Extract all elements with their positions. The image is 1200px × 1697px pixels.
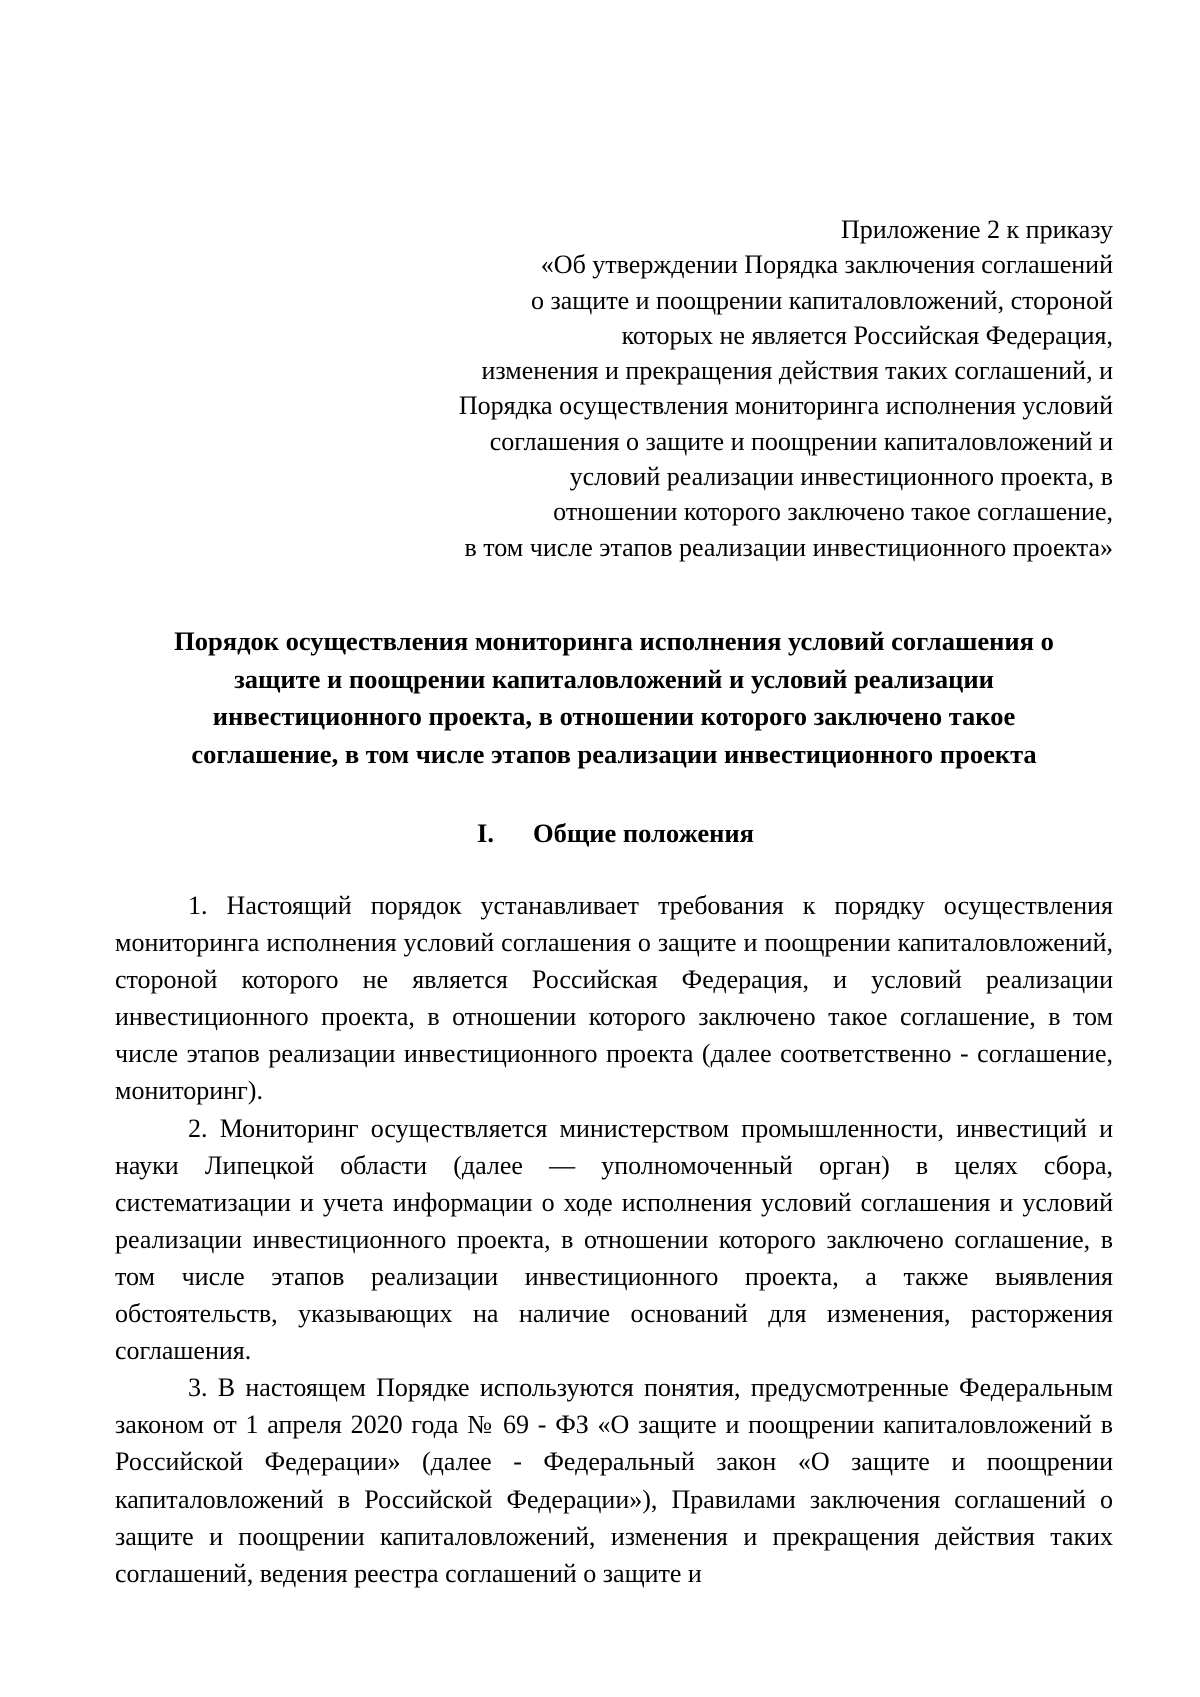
document-body [115,887,1113,1592]
section-title: Общие положения [533,818,755,848]
document-title [115,623,1113,773]
annex-line: в том числе этапов реализации инвестиционного проекта» [464,532,1113,562]
annex-line: соглашения о защите и поощрении капиталовложений и [489,426,1113,456]
section-heading [477,815,754,851]
annex-line: «Об утверждении Порядка заключения соглашений [540,250,1113,280]
title-line: защите и поощрении капиталовложений и условий реализации [234,663,994,694]
annex-reference [360,212,1113,565]
section-number: I. [477,818,494,848]
paragraph: 2. Мониторинг осуществляется министерством промышленности, инвестиций и науки Липецкой области (далее — уполномоченный орган) в целях сбора, систематизации и учета информации о ходе исполнения условий соглашения и условий реализации инвестиционного проекта, в отношении которого заключено соглашение, в том числе этапов реализации инвестиционного проекта, а также выявления обстоятельств, указывающих на наличие оснований для изменения, расторжения соглашения. [115,1113,1113,1366]
annex-line: изменения и прекращения действия таких соглашений, и [481,356,1113,386]
annex-line: Порядка осуществления мониторинга исполнения условий [458,391,1113,421]
paragraph: 1. Настоящий порядок устанавливает требования к порядку осуществления мониторинга исполнения условий соглашения о защите и поощрении капиталовложений, стороной которого не является Российская Федерация, и условий реализации инвестиционного проекта, в отношении которого заключено такое соглашение, в том числе этапов реализации инвестиционного проекта (далее соответственно - соглашение, мониторинг). [115,891,1113,1106]
title-line: соглашение, в том числе этапов реализации инвестиционного проекта [191,738,1037,769]
title-line: Порядок осуществления мониторинга исполнения условий соглашения о [174,626,1054,656]
annex-line: Приложение 2 к приказу [840,215,1113,244]
annex-line: условий реализации инвестиционного проекта, в [569,462,1113,492]
annex-line: о защите и поощрении капиталовложений, стороной [530,285,1113,315]
title-line: инвестиционного проекта, в отношении которого заключено такое [212,701,1016,731]
annex-line: отношении которого заключено такое соглашение, [553,497,1113,527]
paragraph: 3. В настоящем Порядке используются понятия, предусмотренные Федеральным законом от 1 апреля 2020 года № 69 - ФЗ «О защите и поощрении капиталовложений в Российской Федерации» (далее - Федеральный закон «О защите и поощрении капиталовложений в Российской Федерации»), Правилами заключения соглашений о защите и поощрении капиталовложений, изменения и прекращения действия таких соглашений, ведения реестра соглашений о защите и [115,1373,1113,1588]
annex-line: которых не является Российская Федерация, [621,320,1113,350]
